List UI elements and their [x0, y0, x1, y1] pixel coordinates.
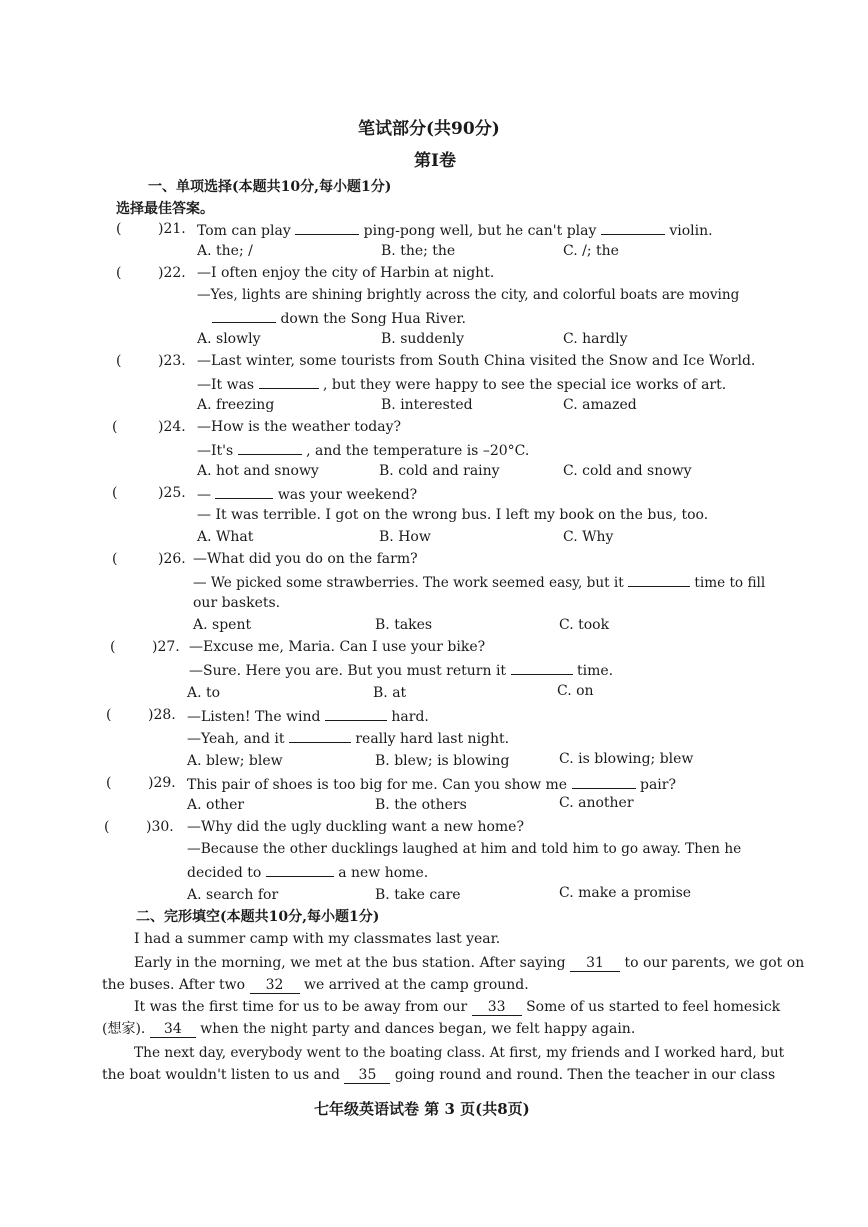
answer-blank	[259, 374, 319, 389]
question-number: )30.	[146, 819, 174, 835]
page-title: 笔试部分(共90分)	[358, 119, 500, 139]
answer-blank	[511, 660, 573, 675]
cloze-blank-35: 35	[344, 1067, 390, 1084]
option-b: B. interested	[381, 397, 473, 413]
option-b: B. How	[379, 529, 431, 545]
option-b: B. suddenly	[381, 331, 465, 347]
stem-text: down the Song Hua River.	[280, 311, 466, 327]
stem-line	[197, 374, 726, 394]
stem-text: hard.	[391, 709, 429, 725]
answer-paren[interactable]: (	[116, 221, 122, 237]
answer-blank	[289, 728, 351, 743]
cloze-text: the buses. After two	[102, 977, 246, 993]
stem-line	[212, 308, 466, 328]
question-number: )26.	[158, 551, 186, 567]
section2-title: 二、完形填空(本题共10分,每小题1分)	[136, 909, 380, 925]
question-number: )29.	[148, 775, 176, 791]
stem-text: —Sure. Here you are. But you must return it	[189, 663, 507, 679]
option-b: B. the; the	[381, 243, 456, 259]
answer-paren[interactable]: (	[112, 419, 118, 435]
cloze-blank-33: 33	[472, 999, 522, 1016]
option-a: A. other	[187, 797, 245, 813]
stem-text: ping-pong well, but he can't play	[363, 223, 597, 239]
cloze-paragraph-4-cont	[102, 1066, 775, 1084]
stem-text: was your weekend?	[277, 487, 418, 503]
stem-text: —Excuse me, Maria. Can I use your bike?	[189, 639, 486, 655]
question-number: )27.	[152, 639, 180, 655]
cloze-paragraph-2-cont	[102, 976, 529, 994]
stem-text: —Last winter, some tourists from South China visited the Snow and Ice World.	[197, 353, 756, 369]
option-c: C. amazed	[563, 397, 637, 413]
stem-text: —How is the weather today?	[197, 419, 402, 435]
stem-text: —Yeah, and it	[187, 731, 285, 747]
stem-text: a new home.	[338, 865, 429, 881]
option-c: C. /; the	[563, 243, 619, 259]
stem-line	[189, 660, 613, 680]
option-c: C. is blowing; blew	[559, 751, 694, 767]
stem-text: —Because the other ducklings laughed at him and told him to go away. Then he	[187, 841, 742, 857]
stem-text: decided to	[187, 865, 262, 881]
cloze-text: It was the first time for us to be away from our	[134, 999, 468, 1015]
question-stem	[197, 220, 713, 240]
stem-text: , and the temperature is –20°C.	[306, 443, 530, 459]
cloze-text: when the night party and dances began, we felt happy again.	[200, 1021, 636, 1037]
question-number: )21.	[158, 221, 186, 237]
answer-paren[interactable]: (	[104, 819, 110, 835]
answer-blank	[572, 774, 636, 789]
question-number: )24.	[158, 419, 186, 435]
option-c: C. took	[559, 617, 610, 633]
stem-text: —Listen! The wind	[187, 709, 321, 725]
option-b: B. blew; is blowing	[375, 753, 510, 769]
option-b: B. takes	[375, 617, 433, 633]
cloze-paragraph-4: The next day, everybody went to the boating class. At first, my friends and I worked hard, but	[134, 1045, 785, 1061]
answer-paren[interactable]: (	[116, 353, 122, 369]
cloze-text: the boat wouldn't listen to us and	[102, 1067, 340, 1083]
answer-blank	[295, 220, 359, 235]
answer-paren[interactable]: (	[106, 707, 112, 723]
cloze-text: we arrived at the camp ground.	[303, 977, 529, 993]
option-b: B. at	[373, 685, 407, 701]
stem-text: — We picked some strawberries. The work seemed easy, but it	[193, 575, 624, 591]
cloze-blank-34: 34	[150, 1021, 196, 1038]
stem-text: time.	[576, 663, 614, 679]
answer-blank	[628, 572, 690, 587]
stem-text: pair?	[639, 777, 676, 793]
option-a: A. search for	[187, 887, 279, 903]
option-c: C. another	[559, 795, 634, 811]
option-a: A. spent	[193, 617, 252, 633]
stem-text: our baskets.	[193, 595, 281, 611]
stem-text: —	[197, 487, 211, 503]
option-b: B. the others	[375, 797, 467, 813]
stem-text: —Why did the ugly duckling want a new home?	[187, 819, 524, 835]
answer-blank	[266, 862, 334, 877]
cloze-paragraph-1: I had a summer camp with my classmates last year.	[134, 931, 501, 947]
stem-text: This pair of shoes is too big for me. Can you show me	[187, 777, 568, 793]
option-a: A. blew; blew	[187, 753, 283, 769]
cloze-text: Early in the morning, we met at the bus station. After saying	[134, 955, 566, 971]
stem-text: —Yes, lights are shining brightly across the city, and colorful boats are moving	[197, 287, 740, 303]
cloze-text: to our parents, we got on	[624, 955, 805, 971]
cloze-blank-32: 32	[250, 977, 300, 994]
stem-line	[197, 440, 529, 460]
stem-line	[187, 862, 428, 882]
option-c: C. cold and snowy	[563, 463, 692, 479]
section1-instruction: 选择最佳答案。	[116, 201, 214, 217]
stem-text: —What did you do on the farm?	[193, 551, 418, 567]
stem-line	[187, 774, 676, 794]
option-c: C. make a promise	[559, 885, 692, 901]
stem-text: Tom can play	[197, 223, 291, 239]
stem-text: time to fill	[694, 575, 766, 591]
question-number: )28.	[148, 707, 176, 723]
stem-text: —I often enjoy the city of Harbin at night.	[197, 265, 495, 281]
option-a: A. to	[187, 685, 221, 701]
cloze-blank-31: 31	[570, 955, 620, 972]
cloze-paragraph-2	[134, 954, 804, 972]
option-b: B. take care	[375, 887, 461, 903]
volume-title: 第Ⅰ卷	[414, 151, 456, 171]
answer-paren[interactable]: (	[110, 639, 116, 655]
answer-blank	[212, 308, 276, 323]
stem-line	[193, 572, 765, 592]
option-a: A. hot and snowy	[197, 463, 319, 479]
section1-title: 一、单项选择(本题共10分,每小题1分)	[148, 179, 392, 195]
option-c: C. Why	[563, 529, 614, 545]
answer-blank	[601, 220, 665, 235]
option-a: A. the; /	[197, 243, 253, 259]
option-a: A. slowly	[197, 331, 261, 347]
option-c: C. hardly	[563, 331, 628, 347]
option-c: C. on	[557, 683, 594, 699]
cloze-text: going round and round. Then the teacher in our class	[394, 1067, 776, 1083]
answer-blank	[238, 440, 302, 455]
stem-text: —It's	[197, 443, 234, 459]
cloze-text: Some of us started to feel homesick	[526, 999, 781, 1015]
stem-text: — It was terrible. I got on the wrong bus. I left my book on the bus, too.	[197, 507, 709, 523]
question-number: )23.	[158, 353, 186, 369]
question-number: )25.	[158, 485, 186, 501]
option-b: B. cold and rainy	[379, 463, 500, 479]
answer-blank	[215, 484, 273, 499]
option-a: A. What	[197, 529, 254, 545]
cloze-text: (想家).	[102, 1021, 146, 1037]
stem-text: really hard last night.	[355, 731, 510, 747]
page-footer: 七年级英语试卷 第 3 页(共8页)	[314, 1100, 530, 1118]
stem-text: , but they were happy to see the special ice works of art.	[323, 377, 727, 393]
cloze-paragraph-3-cont	[102, 1020, 635, 1038]
stem-line	[197, 484, 417, 504]
stem-line	[187, 706, 429, 726]
answer-paren[interactable]: (	[112, 485, 118, 501]
answer-blank	[325, 706, 387, 721]
answer-paren[interactable]: (	[116, 265, 122, 281]
stem-line	[187, 728, 509, 748]
answer-paren[interactable]: (	[112, 551, 118, 567]
option-a: A. freezing	[197, 397, 275, 413]
cloze-paragraph-3	[134, 998, 780, 1016]
stem-text: violin.	[669, 223, 713, 239]
stem-text: —It was	[197, 377, 255, 393]
question-number: )22.	[158, 265, 186, 281]
answer-paren[interactable]: (	[106, 775, 112, 791]
